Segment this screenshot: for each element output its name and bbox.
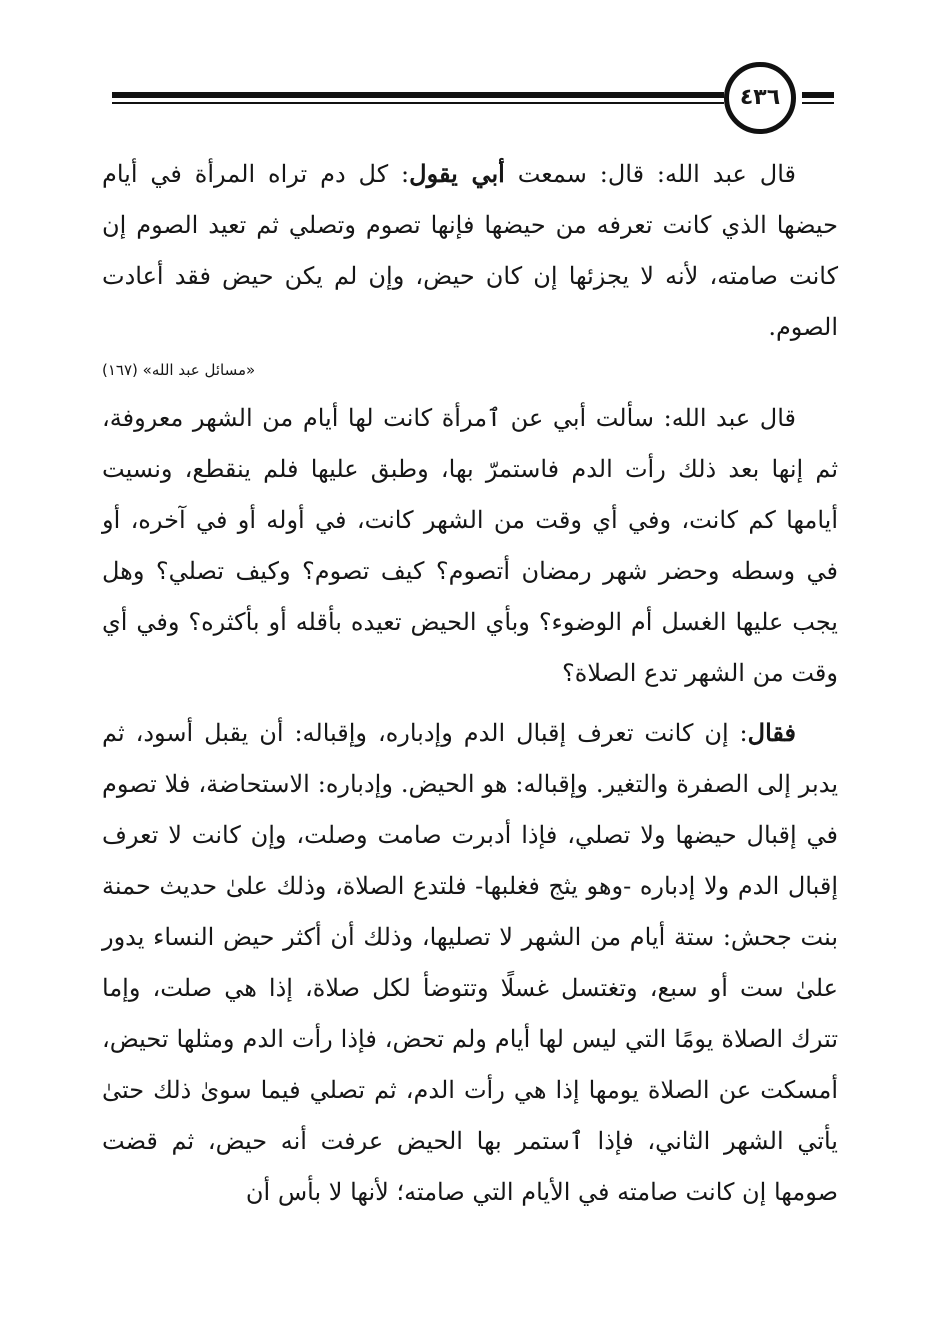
citation: «مسائل عبد الله» (١٦٧) [102, 361, 256, 379]
paragraph-2: قال عبد الله: سألت أبي عن ٱمرأة كانت لها أيام من الشهر معروفة، ثم إنها بعد ذلك رأت الدم فاستمرّ بها، وطبق عليها فلم ينقطع، ونسيت أيامها كم كانت، وفي أي وقت من الشهر كانت، في أوله أو في آخره، أو في وسطه وحضر شهر رمضان أتصوم؟ كيف تصوم؟ وكيف تصلي؟ وهل يجب عليها الغسل أم الوضوء؟ وبأي الحيض تعيده بأقله أو بأكثره؟ وفي أي وقت من الشهر تدع الصلاة؟ [102, 404, 838, 687]
page-header [112, 62, 834, 140]
header-rule-right-thin [802, 102, 834, 104]
header-rule-right-thick [802, 92, 834, 98]
paragraph-1-intro: قال عبد الله: قال: سمعت [504, 160, 797, 188]
paragraph-3-speaker: فقال [747, 718, 797, 747]
paragraph-1-speaker: أبي يقول [409, 159, 505, 188]
paragraph-3 [102, 707, 838, 1218]
header-rule-thick [112, 92, 724, 98]
paragraph-gap [102, 699, 838, 707]
page-number: ٤٣٦ [739, 85, 781, 110]
header-rule-thin [112, 102, 724, 104]
page-number-badge [724, 62, 796, 134]
page-body [102, 148, 838, 1218]
paragraph-1 [102, 148, 838, 353]
paragraph-3-body: : إن كانت تعرف إقبال الدم وإدباره، وإقباله: أن يقبل أسود، ثم يدبر إلى الصفرة والتغير. وإقباله: هو الحيض. وإدباره: الاستحاضة، فلا تصوم في إقبال حيضها ولا تصلي، فإذا أدبرت صامت وصلت، وإن كانت لا تعرف إقبال الدم ولا إدباره -وهو يثج فغلبها- فلتدع الصلاة، وذلك علىٰ حديث حمنة بنت جحش: ستة أيام من الشهر لا تصليها، وذلك أن أكثر حيض النساء يدور علىٰ ست أو سبع، وتغتسل غسلًا وتتوضأ لكل صلاة، إذا هي صلت، وإما تترك الصلاة يومًا التي ليس لها أيام ولم تحض، فإذا رأت الدم ومثلها تحيض، أمسكت عن الصلاة يومها إذا هي رأت الدم، ثم تصلي فيما سوىٰ ذلك حتىٰ يأتي الشهر الثاني، فإذا ٱستمر بها الحيض عرفت أنه حيض، ثم قضت صومها إن كانت صامته في الأيام التي صامته؛ لأنها لا بأس أن [102, 719, 839, 1206]
paragraph-1-body: : كل دم تراه المرأة في أيام حيضها الذي كانت تعرفه من حيضها فإنها تصوم وتصلي ثم تعيد الصوم إن كانت صامته، لأنه لا يجزئها إن كان حيض، وإن لم يكن حيض فقد أعادت الصوم. [102, 160, 838, 341]
